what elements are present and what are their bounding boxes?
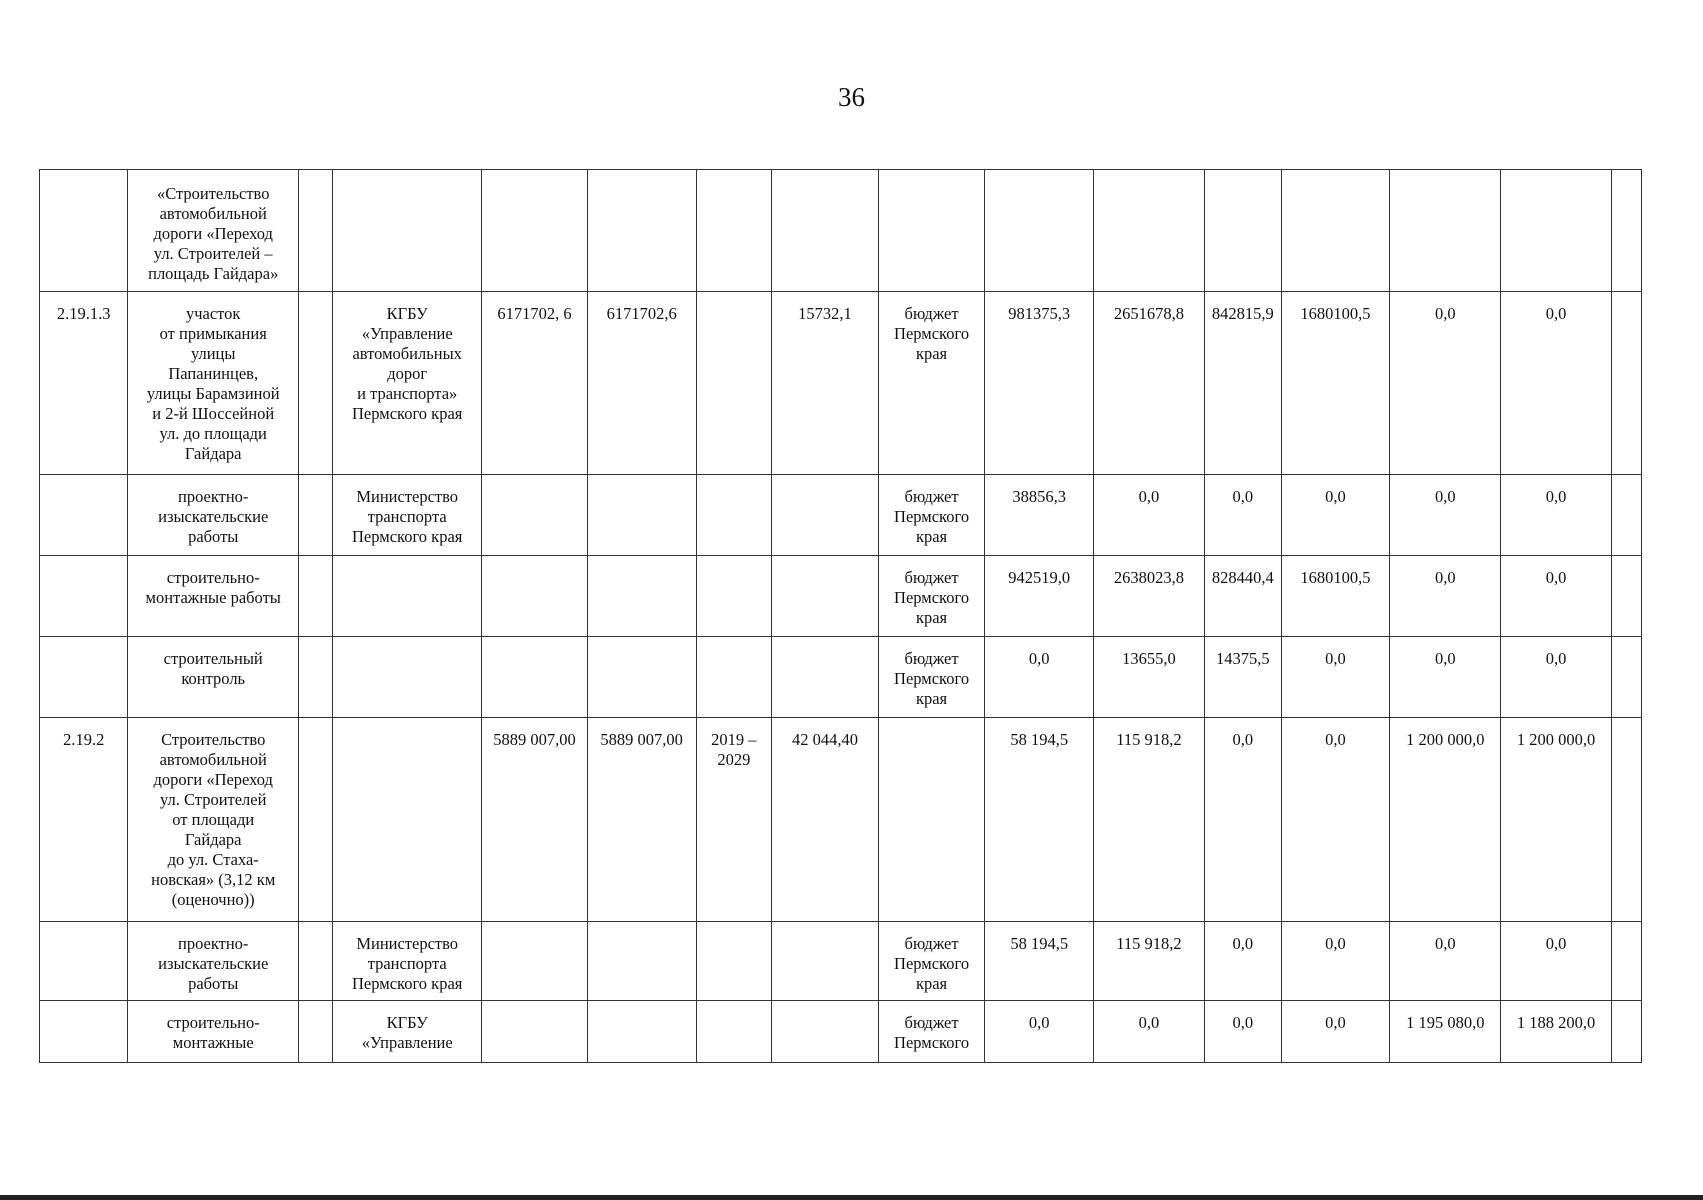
estimate-cost-cell: 6171702,6 [587,292,696,475]
table-row [40,556,1642,637]
page-number: 36 [838,82,865,112]
last-cell-cell [1612,1001,1642,1063]
funding-source-cell [878,718,985,922]
year-2-value-cell [1094,170,1205,292]
last-cell-cell [1612,170,1642,292]
year-3-value-cell: 14375,5 [1204,637,1281,718]
estimate-cost-cell [587,556,696,637]
period-cell [696,556,772,637]
total-cost-cell [482,637,588,718]
total-cost-cell: 5889 007,00 [482,718,588,922]
year-1-value-cell [985,170,1094,292]
total-cost-cell [482,1001,588,1063]
year-4-value-cell: 0,0 [1281,922,1390,1001]
row-number-cell [40,556,128,637]
year-2-value-cell: 115 918,2 [1094,718,1205,922]
year-5-value-cell: 0,0 [1390,556,1501,637]
year-4-value-cell: 1680100,5 [1281,292,1390,475]
executor-cell [333,556,482,637]
year-6-value-cell: 0,0 [1501,292,1612,475]
funding-source-cell: бюджет Пермского края [878,637,985,718]
year-5-value-cell: 0,0 [1390,292,1501,475]
value-col-cell [772,475,879,556]
year-2-value-cell: 2651678,8 [1094,292,1205,475]
year-4-value-cell: 0,0 [1281,475,1390,556]
executor-cell [333,170,482,292]
row-number-cell: 2.19.1.3 [40,292,128,475]
last-cell-cell [1612,292,1642,475]
year-5-value-cell: 1 195 080,0 [1390,1001,1501,1063]
executor-cell: Министерство транспорта Пермского края [333,922,482,1001]
funding-source-cell: бюджет Пермского края [878,922,985,1001]
blank-cell-cell [298,922,332,1001]
value-col-cell [772,1001,879,1063]
period-cell [696,1001,772,1063]
year-2-value-cell: 115 918,2 [1094,922,1205,1001]
year-4-value-cell [1281,170,1390,292]
table-row [40,1001,1642,1063]
scan-edge-line [0,1195,1703,1200]
item-name-cell: строительный контроль [128,637,299,718]
total-cost-cell [482,170,588,292]
year-5-value-cell: 1 200 000,0 [1390,718,1501,922]
year-2-value-cell: 0,0 [1094,475,1205,556]
estimate-cost-cell [587,475,696,556]
row-number-cell: 2.19.2 [40,718,128,922]
year-3-value-cell: 842815,9 [1204,292,1281,475]
year-3-value-cell [1204,170,1281,292]
item-name-cell: участок от примыкания улицы Папанинцев, улицы Барамзиной и 2-й Шоссейной ул. до площади Гайдара [128,292,299,475]
year-1-value-cell: 942519,0 [985,556,1094,637]
year-4-value-cell: 0,0 [1281,1001,1390,1063]
year-3-value-cell: 0,0 [1204,475,1281,556]
period-cell: 2019 – 2029 [696,718,772,922]
year-1-value-cell: 0,0 [985,1001,1094,1063]
table-body [40,170,1642,1063]
blank-cell-cell [298,1001,332,1063]
year-2-value-cell: 0,0 [1094,1001,1205,1063]
value-col-cell [772,922,879,1001]
item-name-cell: проектно- изыскательские работы [128,922,299,1001]
total-cost-cell: 6171702, 6 [482,292,588,475]
executor-cell: Министерство транспорта Пермского края [333,475,482,556]
year-3-value-cell: 0,0 [1204,1001,1281,1063]
year-5-value-cell: 0,0 [1390,637,1501,718]
year-5-value-cell: 0,0 [1390,475,1501,556]
period-cell [696,637,772,718]
item-name-cell: строительно- монтажные работы [128,556,299,637]
year-3-value-cell: 828440,4 [1204,556,1281,637]
year-2-value-cell: 2638023,8 [1094,556,1205,637]
year-6-value-cell: 0,0 [1501,556,1612,637]
blank-cell-cell [298,718,332,922]
row-number-cell [40,475,128,556]
estimate-cost-cell [587,1001,696,1063]
estimate-cost-cell [587,922,696,1001]
executor-cell [333,637,482,718]
year-3-value-cell: 0,0 [1204,922,1281,1001]
year-4-value-cell: 0,0 [1281,718,1390,922]
estimate-cost-cell: 5889 007,00 [587,718,696,922]
row-number-cell [40,637,128,718]
blank-cell-cell [298,292,332,475]
funding-source-cell [878,170,985,292]
program-table [39,169,1642,1063]
period-cell [696,475,772,556]
year-6-value-cell: 0,0 [1501,922,1612,1001]
year-5-value-cell [1390,170,1501,292]
year-4-value-cell: 1680100,5 [1281,556,1390,637]
year-6-value-cell: 1 188 200,0 [1501,1001,1612,1063]
total-cost-cell [482,556,588,637]
item-name-cell: Строительство автомобильной дороги «Переход ул. Строителей от площади Гайдара до ул. Стаха- новская» (3,12 км (оценочно)) [128,718,299,922]
funding-source-cell: бюджет Пермского края [878,292,985,475]
total-cost-cell [482,922,588,1001]
value-col-cell [772,637,879,718]
year-2-value-cell: 13655,0 [1094,637,1205,718]
year-1-value-cell: 38856,3 [985,475,1094,556]
last-cell-cell [1612,718,1642,922]
period-cell [696,170,772,292]
year-3-value-cell: 0,0 [1204,718,1281,922]
blank-cell-cell [298,637,332,718]
table-row [40,292,1642,475]
estimate-cost-cell [587,637,696,718]
period-cell [696,292,772,475]
table-row [40,170,1642,292]
year-1-value-cell: 58 194,5 [985,922,1094,1001]
row-number-cell [40,1001,128,1063]
value-col-cell: 15732,1 [772,292,879,475]
period-cell [696,922,772,1001]
estimate-cost-cell [587,170,696,292]
funding-source-cell: бюджет Пермского [878,1001,985,1063]
blank-cell-cell [298,556,332,637]
total-cost-cell [482,475,588,556]
year-6-value-cell: 1 200 000,0 [1501,718,1612,922]
executor-cell: КГБУ «Управление автомобильных дорог и транспорта» Пермского края [333,292,482,475]
executor-cell [333,718,482,922]
last-cell-cell [1612,556,1642,637]
year-6-value-cell: 0,0 [1501,475,1612,556]
year-6-value-cell: 0,0 [1501,637,1612,718]
last-cell-cell [1612,637,1642,718]
year-1-value-cell: 0,0 [985,637,1094,718]
table-row [40,718,1642,922]
last-cell-cell [1612,475,1642,556]
blank-cell-cell [298,170,332,292]
item-name-cell: «Строительство автомобильной дороги «Переход ул. Строителей – площадь Гайдара» [128,170,299,292]
row-number-cell [40,170,128,292]
year-1-value-cell: 58 194,5 [985,718,1094,922]
item-name-cell: проектно- изыскательские работы [128,475,299,556]
table-row [40,475,1642,556]
item-name-cell: строительно- монтажные [128,1001,299,1063]
executor-cell: КГБУ «Управление [333,1001,482,1063]
year-1-value-cell: 981375,3 [985,292,1094,475]
year-5-value-cell: 0,0 [1390,922,1501,1001]
row-number-cell [40,922,128,1001]
value-col-cell: 42 044,40 [772,718,879,922]
year-6-value-cell [1501,170,1612,292]
funding-source-cell: бюджет Пермского края [878,475,985,556]
last-cell-cell [1612,922,1642,1001]
value-col-cell [772,170,879,292]
table-row [40,922,1642,1001]
blank-cell-cell [298,475,332,556]
value-col-cell [772,556,879,637]
year-4-value-cell: 0,0 [1281,637,1390,718]
funding-source-cell: бюджет Пермского края [878,556,985,637]
table-row [40,637,1642,718]
